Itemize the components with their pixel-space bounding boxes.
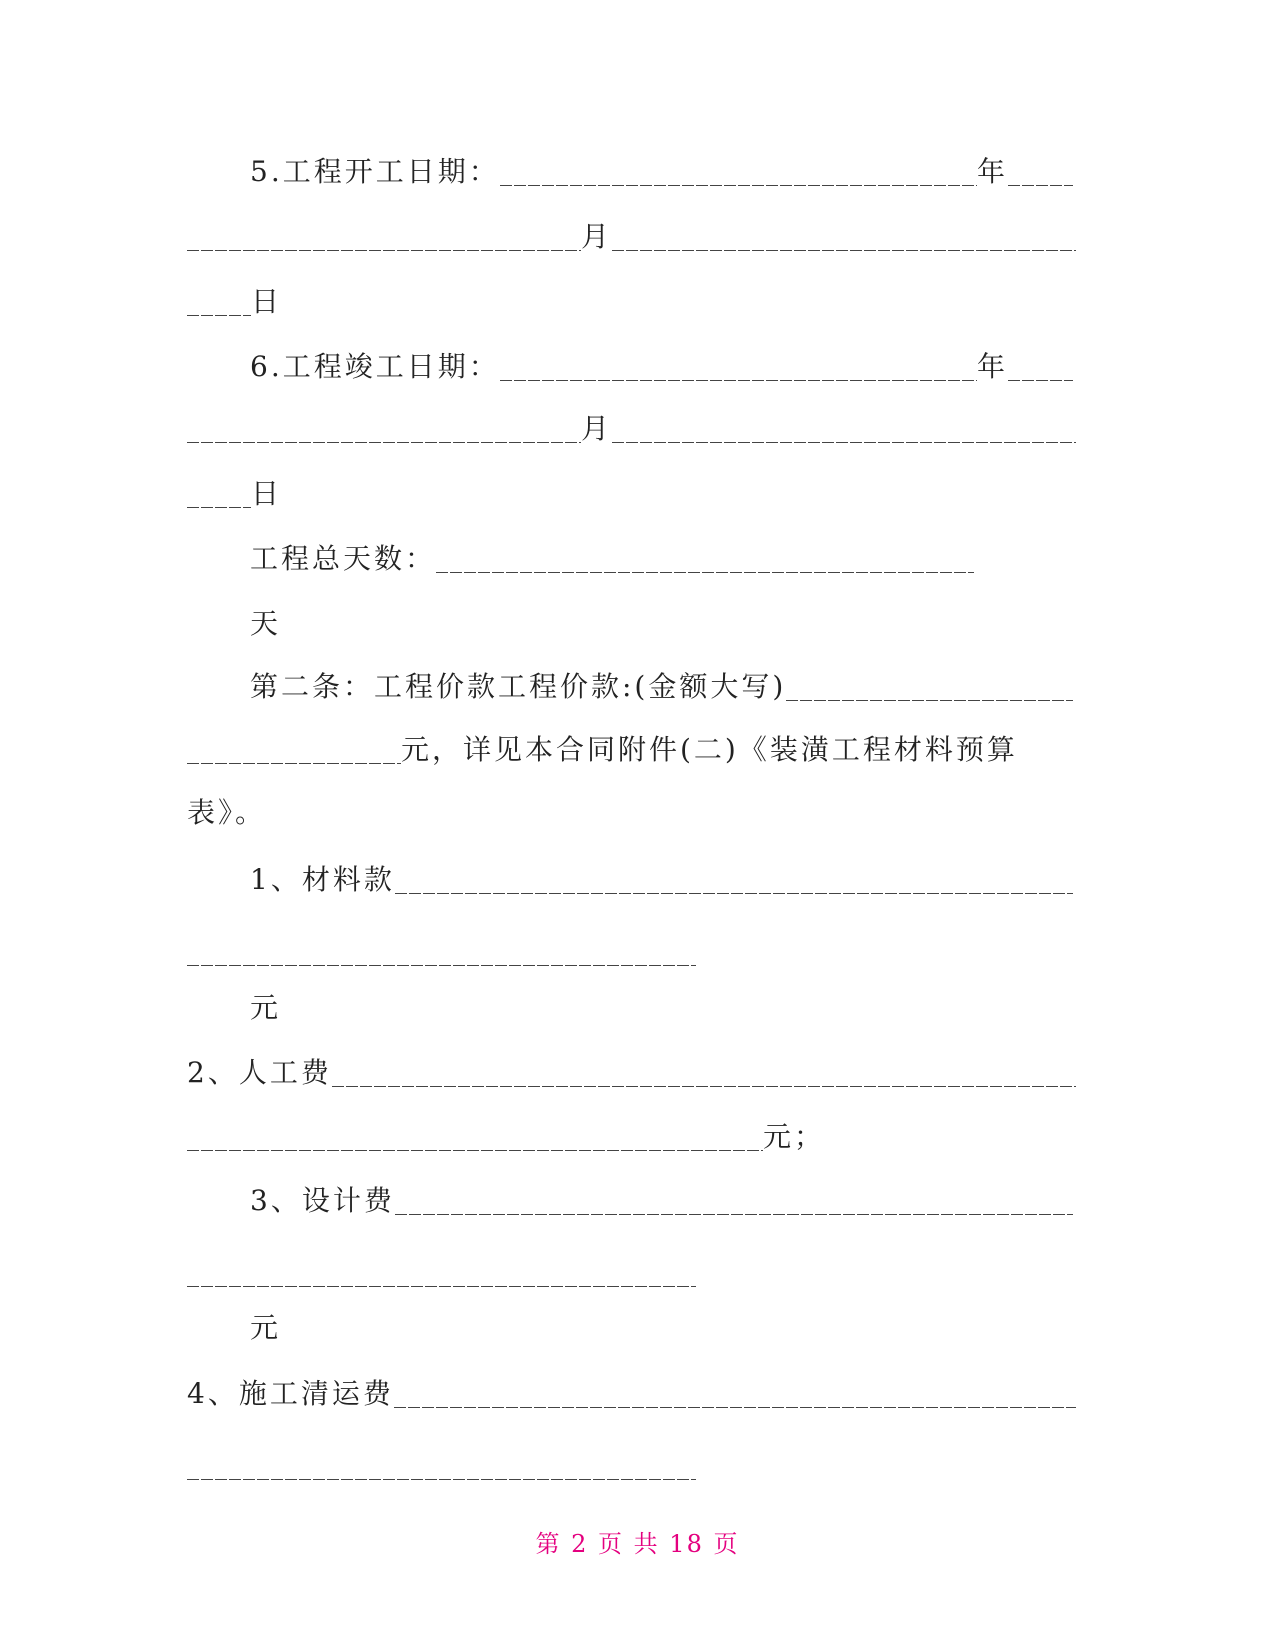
start-day-unit: 日 xyxy=(251,285,283,318)
fee4-line-2 xyxy=(187,1444,696,1484)
fee4-blank-cont xyxy=(187,1450,696,1480)
total-days-line xyxy=(250,537,974,577)
start-day-blank xyxy=(612,221,1076,251)
fee4-blank xyxy=(394,1378,1076,1408)
end-date-line-2 xyxy=(187,407,1076,447)
end-date-line-3 xyxy=(187,472,387,512)
fee2-unit: 元； xyxy=(763,1120,826,1153)
end-day-blank-part xyxy=(187,478,251,508)
article2-reference-text: 元，详见本合同附件(二)《装潢工程材料预算 xyxy=(401,733,1018,766)
start-date-line-3 xyxy=(187,280,387,320)
fee4-line-1 xyxy=(187,1372,1076,1412)
article2-reference-end: 表》。 xyxy=(187,796,267,829)
start-date-line-2 xyxy=(187,215,1076,255)
end-month-blank-part xyxy=(1008,351,1073,381)
fee3-line-3 xyxy=(250,1306,350,1346)
fee2-line-2 xyxy=(187,1115,887,1155)
end-date-label: 6.工程竣工日期： xyxy=(250,350,500,383)
end-month-blank xyxy=(187,413,581,443)
end-day-unit: 日 xyxy=(251,477,283,510)
article2-line-2 xyxy=(187,728,1076,768)
start-month-blank-part xyxy=(1008,156,1073,186)
total-days-label: 工程总天数： xyxy=(250,542,437,575)
fee3-blank xyxy=(395,1185,1073,1215)
end-year-unit: 年 xyxy=(976,350,1008,383)
fee3-unit: 元 xyxy=(250,1311,282,1344)
article2-amount-blank xyxy=(786,671,1073,701)
fee2-label: 2、人工费 xyxy=(187,1056,332,1089)
end-day-blank xyxy=(612,413,1076,443)
fee1-line-1 xyxy=(250,858,1073,898)
end-date-line-1 xyxy=(250,345,1073,385)
article2-line-1 xyxy=(250,665,1073,705)
fee2-blank xyxy=(332,1057,1076,1087)
fee2-blank-cont xyxy=(187,1121,763,1151)
start-year-unit: 年 xyxy=(976,155,1008,188)
fee2-line-1 xyxy=(187,1051,1076,1091)
fee1-unit: 元 xyxy=(250,991,282,1024)
fee3-label: 3、设计费 xyxy=(250,1184,395,1217)
fee3-line-2 xyxy=(187,1251,696,1291)
fee4-label: 4、施工清运费 xyxy=(187,1377,394,1410)
end-month-unit: 月 xyxy=(581,412,613,445)
article2-line-3 xyxy=(187,791,487,831)
article2-amount-blank-part xyxy=(187,734,401,764)
fee3-line-1 xyxy=(250,1179,1073,1219)
end-year-blank xyxy=(500,351,977,381)
start-date-line-1 xyxy=(250,150,1073,190)
start-month-unit: 月 xyxy=(581,220,613,253)
total-days-blank xyxy=(436,543,974,573)
article2-label: 第二条：工程价款工程价款:(金额大写) xyxy=(250,670,787,703)
fee1-line-2 xyxy=(187,930,696,970)
fee1-label: 1、材料款 xyxy=(250,863,395,896)
fee1-line-3 xyxy=(250,986,350,1026)
start-date-label: 5.工程开工日期： xyxy=(250,155,500,188)
fee3-blank-cont xyxy=(187,1257,696,1287)
start-month-blank xyxy=(187,221,581,251)
start-year-blank xyxy=(500,156,977,186)
fee1-blank-cont xyxy=(187,936,696,966)
total-days-unit-line xyxy=(250,602,350,642)
start-day-blank-part xyxy=(187,286,251,316)
total-days-unit: 天 xyxy=(250,607,282,640)
fee1-blank xyxy=(395,864,1073,894)
page-number-footer: 第 2 页 共 18 页 xyxy=(535,1530,740,1558)
